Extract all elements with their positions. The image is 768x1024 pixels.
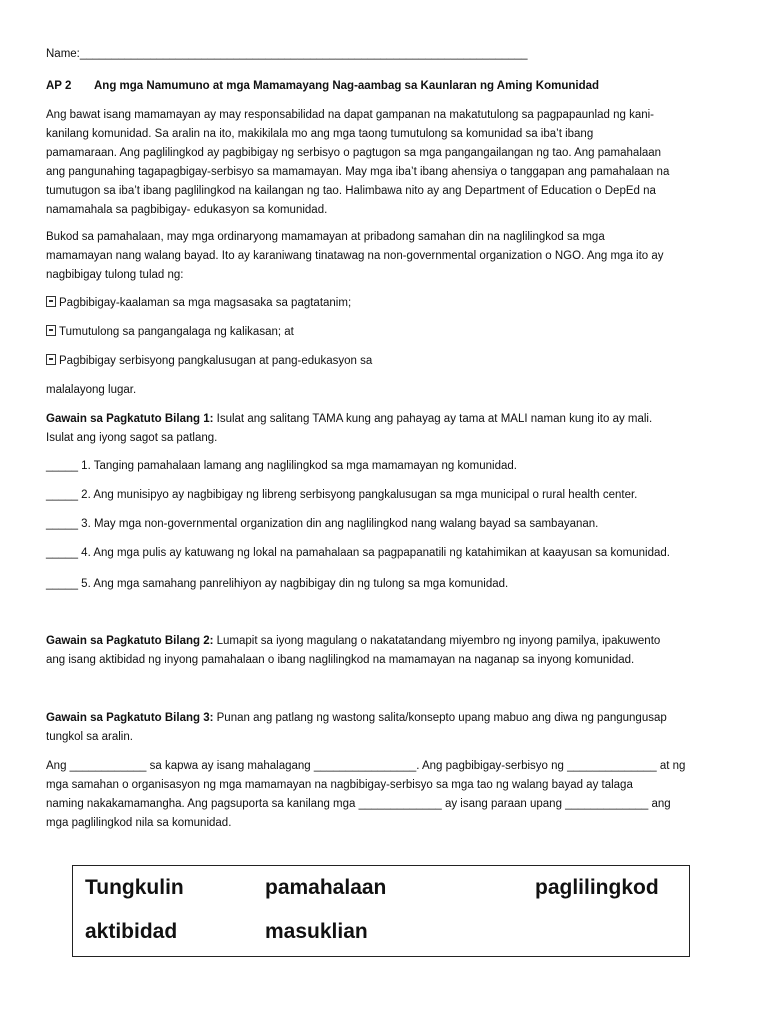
- fill-in-passage-line: mga paglilingkod nila sa komunidad.: [46, 817, 232, 829]
- true-false-item[interactable]: _____ 3. May mga non-governmental organization din ang naglilingkod nang walang bayad sa sambayanan.: [46, 518, 599, 530]
- gawain-1-instruction: Gawain sa Pagkatuto Bilang 1: Isulat ang salitang TAMA kung ang pahayag ay tama at MALI naman kung ito ay mali.: [46, 413, 653, 425]
- text-line: namamahala sa pagbibigay- edukasyon sa komunidad.: [46, 204, 328, 216]
- lesson-title: Ang mga Namumuno at mga Mamamayang Nag-aambag sa Kaunlaran ng Aming Komunidad: [94, 80, 600, 92]
- word-bank-item: paglilingkod: [535, 876, 659, 899]
- text-line: Ang bawat isang mamamayan ay may responsabilidad na dapat gampanan na makatutulong sa pagpapaunlad ng kani-: [46, 109, 654, 121]
- text-line: ang pangunahing tagapagbigay-serbisyo sa mamamayan. May mga iba’t ibang ahensiya o tanggapan ang pamahalaan na: [46, 166, 670, 178]
- text-line: kanilang komunidad. Sa aralin na ito, makikilala mo ang mga taong tumutulong sa komunidad sa iba’t ibang: [46, 128, 594, 140]
- fill-in-passage-line: mga samahan o organisasyon ng mga mamamayan na nagbibigay-serbisyo sa mga tao ng walang bayad ay talaga: [46, 779, 633, 791]
- true-false-item[interactable]: _____ 2. Ang munisipyo ay nagbibigay ng libreng serbisyong pangkalusugan sa mga municipal o rural health center.: [46, 489, 638, 501]
- worksheet-title: [46, 77, 726, 96]
- gawain-3-instruction-cont: tungkol sa aralin.: [46, 731, 133, 743]
- list-item: Pagbibigay-kaalaman sa mga magsasaka sa pagtatanim;: [46, 294, 726, 313]
- bullet-glyph-icon: [46, 354, 56, 365]
- fill-in-passage-line[interactable]: Ang ____________ sa kapwa ay isang mahalagang ________________. Ang pagbibigay-serbisyo ng ______________ at ng: [46, 760, 686, 772]
- text-line: Bukod sa pamahalaan, may mga ordinaryong mamamayan at pribadong samahan din na naglilingkod sa mga: [46, 231, 605, 243]
- true-false-item[interactable]: _____ 1. Tanging pamahalaan lamang ang naglilingkod sa mga mamamayan ng komunidad.: [46, 460, 517, 472]
- true-false-item[interactable]: _____ 5. Ang mga samahang panrelihiyon ay nagbibigay din ng tulong sa mga komunidad.: [46, 578, 509, 590]
- true-false-item[interactable]: _____ 4. Ang mga pulis ay katuwang ng lokal na pamahalaan sa pagpapanatili ng katahimikan at kaayusan sa komunidad.: [46, 547, 670, 559]
- list-item-continuation: malalayong lugar.: [46, 384, 137, 396]
- bullet-glyph-icon: [46, 325, 56, 336]
- text-line: tumutugon sa iba’t ibang paglilingkod na kailangan ng tao. Halimbawa nito ay ang Department of Education o DepEd na: [46, 185, 656, 197]
- gawain-2-instruction-cont: ang isang aktibidad ng inyong pamahalaan o ibang naglilingkod na mamamayan na naganap sa inyong komunidad.: [46, 654, 635, 666]
- word-bank-box: [72, 865, 690, 957]
- word-bank-item: masuklian: [265, 920, 368, 943]
- word-bank-item: Tungkulin: [85, 876, 184, 899]
- name-field-label: Name:______________________________________________________________________: [46, 48, 528, 60]
- list-item: Pagbibigay serbisyong pangkalusugan at pang-edukasyon sa: [46, 352, 726, 371]
- gawain-1-instruction-cont: Isulat ang iyong sagot sa patlang.: [46, 432, 218, 444]
- fill-in-passage-line[interactable]: naming nakakamamangha. Ang pagsuporta sa kanilang mga _____________ ay isang paraan upang _____________ ang: [46, 798, 671, 810]
- list-item: Tumutulong sa pangangalaga ng kalikasan; at: [46, 323, 726, 342]
- gawain-3-heading: Gawain sa Pagkatuto Bilang 3:: [46, 712, 214, 724]
- word-bank-item: aktibidad: [85, 920, 178, 943]
- gawain-2-instruction: Gawain sa Pagkatuto Bilang 2: Lumapit sa iyong magulang o nakatatandang miyembro ng inyong pamilya, ipakuwento: [46, 635, 661, 647]
- bullet-glyph-icon: [46, 296, 56, 307]
- text-line: nagbibigay tulong tulad ng:: [46, 269, 184, 281]
- text-line: pamamaraan. Ang paglilingkod ay pagbibigay ng serbisyo o pagtugon sa mga pangangailangan ng tao. Ang pamahalaan: [46, 147, 662, 159]
- gawain-2-heading: Gawain sa Pagkatuto Bilang 2:: [46, 635, 214, 647]
- subject-code: AP 2: [46, 80, 72, 92]
- gawain-1-heading: Gawain sa Pagkatuto Bilang 1:: [46, 413, 214, 425]
- gawain-3-instruction: Gawain sa Pagkatuto Bilang 3: Punan ang patlang ng wastong salita/konsepto upang mabuo ang diwa ng pangungusap: [46, 712, 667, 724]
- word-bank-item: pamahalaan: [265, 876, 387, 899]
- text-line: mamamayan nang walang bayad. Ito ay karaniwang tinatawag na non-governmental organization o NGO. Ang mga ito ay: [46, 250, 664, 262]
